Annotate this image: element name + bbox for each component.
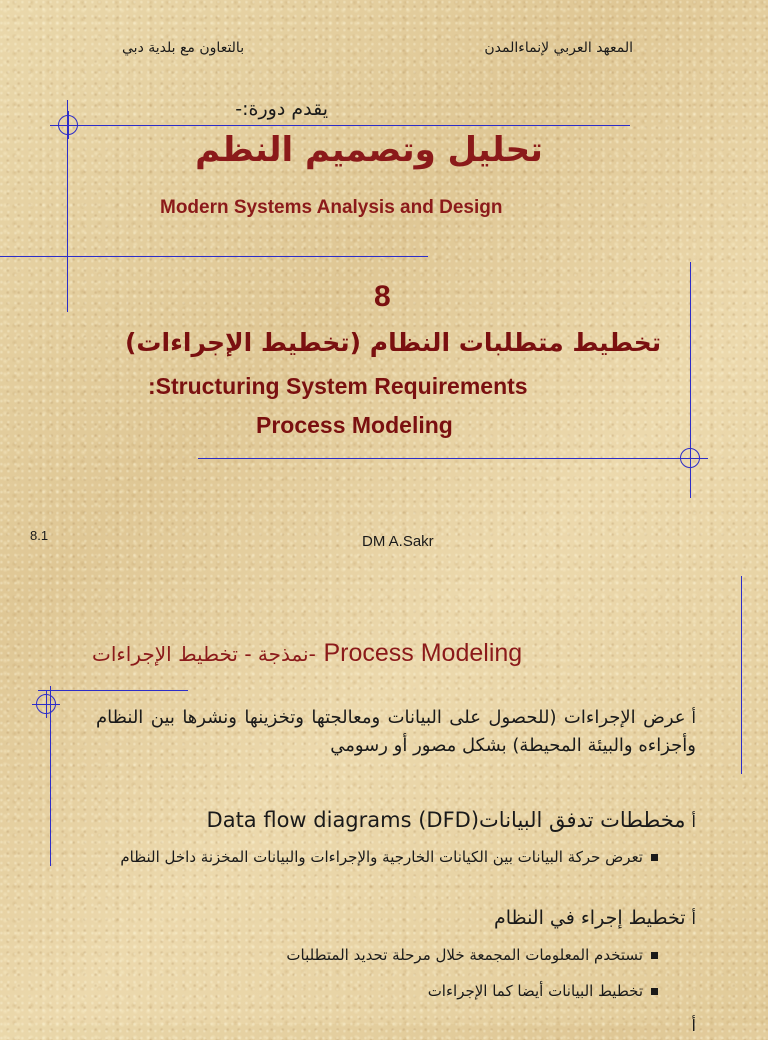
- frame-line-left: [50, 686, 51, 866]
- frame-line-left-top: [38, 690, 188, 691]
- bullet-glyph: أ: [691, 909, 696, 928]
- course-title-en: Modern Systems Analysis and Design: [160, 197, 503, 218]
- square-bullet-icon: [651, 988, 658, 995]
- list-item-text: عرض الإجراءات (للحصول على البيانات ومعالجتها وتخزينها ونشرها بين النظام وأجزاءه والبيئة المحيطة) بشكل مصور أو رسومي: [96, 707, 696, 756]
- list-item-1: [96, 704, 696, 760]
- frame-crosshair-left: [36, 694, 56, 714]
- chapter-title-ar: تخطيط متطلبات النظام (تخطيط الإجراءات): [125, 328, 662, 357]
- slide-number: 8.1: [30, 528, 49, 543]
- list-item-3: [494, 904, 696, 933]
- frame-line-top: [50, 125, 630, 126]
- chapter-title-en-line1: :Structuring System Requirements: [148, 373, 528, 399]
- heading-ar: -نمذجة - تخطيط الإجراءات: [92, 642, 316, 666]
- header-partner: بالتعاون مع بلدية دبي: [122, 40, 245, 56]
- bullet-glyph: أ: [691, 1016, 696, 1035]
- sub-item-text: تستخدم المعلومات المجمعة خلال مرحلة تحديد المتطلبات: [286, 946, 643, 964]
- frame-line-bottom: [198, 458, 708, 459]
- list-item-text: مخططات تدفق البياناتData flow diagrams (DFD): [206, 808, 686, 832]
- list-item-2: [207, 808, 696, 832]
- frame-line-right: [741, 576, 742, 774]
- author: DM A.Sakr: [362, 533, 434, 550]
- list-item-text: تخطيط إجراء في النظام: [493, 907, 686, 929]
- sub-item-text: تخطيط البيانات أيضا كما الإجراءات: [427, 982, 643, 1000]
- bullet-glyph: أ: [691, 708, 696, 727]
- bullet-glyph: أ: [691, 812, 696, 831]
- heading-en: Process Modeling: [323, 639, 523, 667]
- sub-item-3-1: [286, 944, 658, 966]
- sub-item-3-2: [428, 980, 658, 1002]
- chapter-number: 8: [374, 280, 391, 313]
- square-bullet-icon: [651, 854, 658, 861]
- chapter-title-en-line2: Process Modeling: [256, 412, 453, 438]
- square-bullet-icon: [651, 952, 658, 959]
- presents-label: يقدم دورة:-: [235, 98, 328, 120]
- list-item-4-partial: [686, 1012, 696, 1035]
- sub-item-text: تعرض حركة البيانات بين الكيانات الخارجية والإجراءات والبيانات المخزنة داخل النظام: [120, 848, 643, 866]
- course-title-ar: تحليل وتصميم النظم: [195, 130, 543, 170]
- slide-heading: [92, 639, 522, 668]
- frame-crosshair-bottom: [680, 448, 700, 468]
- header-institute: المعهد العربي لإنماءالمدن: [484, 40, 633, 56]
- slide-2: [0, 512, 768, 1035]
- frame-line-middle: [0, 256, 428, 257]
- sub-item-2-1: [118, 846, 658, 868]
